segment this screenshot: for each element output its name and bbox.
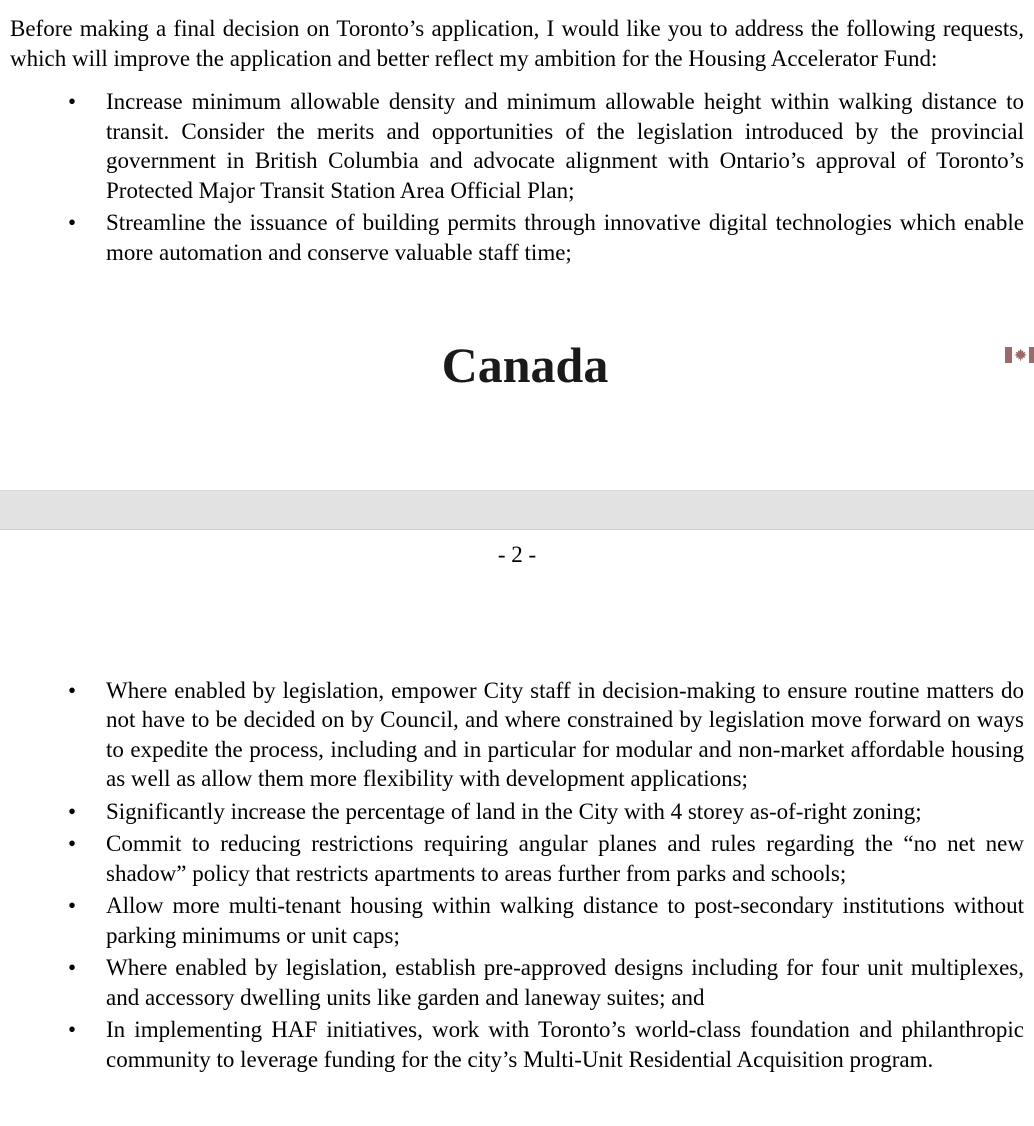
bullet-icon: • <box>68 955 77 980</box>
bullet-item-text: Where enabled by legislation, empower City staff in decision-making to ensure routine matters do not have to be decided on by Council, and where constrained by legislation move forward on ways to expedite the process, including and in particular for modular and non-market affordable housing as well as allow them more flexibility with development applications; <box>106 677 1024 791</box>
bullet-item-text: Where enabled by legislation, establish pre-approved designs including for four unit multiplexes, and accessory dwelling units like garden and laneway suites; and <box>106 955 1024 1010</box>
canada-wordmark-logo <box>0 338 1034 393</box>
bullet-item-text: In implementing HAF initiatives, work with Toronto’s world-class foundation and philanthropic community to leverage funding for the city’s Multi-Unit Residential Acquisition program. <box>106 1017 1024 1072</box>
page-separator <box>0 490 1034 530</box>
bullet-icon: • <box>68 893 77 918</box>
list-item <box>10 829 1024 888</box>
bullet-icon: • <box>68 1017 77 1042</box>
letter-page-2 <box>0 530 1034 1126</box>
bullet-item-text: Streamline the issuance of building permits through innovative digital technologies which enable more automation and conserve valuable staff time; <box>106 210 1024 265</box>
bullet-icon: • <box>68 798 77 824</box>
bullet-item-text: Significantly increase the percentage of land in the City with 4 storey as-of-right zoning; <box>106 798 922 824</box>
list-item <box>10 953 1024 1012</box>
bullet-item-text: Increase minimum allowable density and minimum allowable height within walking distance to transit. Consider the merits and opportunities of the legislation introduced by the provincial government in British Columbia and advocate alignment with Ontario’s approval of Toronto’s Protected Major Transit Station Area Official Plan; <box>106 89 1024 203</box>
list-item <box>10 208 1024 267</box>
bullet-icon: • <box>68 677 77 703</box>
page-number: - 2 - <box>497 542 537 567</box>
list-item <box>10 891 1024 950</box>
list-item <box>10 87 1024 205</box>
canada-wordmark-text: Canada <box>441 337 609 393</box>
page1-bullet-list <box>10 87 1024 267</box>
bullet-icon: • <box>68 831 77 856</box>
page2-bullet-list <box>10 676 1024 1075</box>
intro-paragraph: Before making a final decision on Toronto’s application, I would like you to address the following requests, which will improve the application and better reflect my ambition for the Housing Accelerator Fund: <box>10 16 1024 71</box>
bullet-item-text: Allow more multi-tenant housing within walking distance to post-secondary institutions without parking minimums or unit caps; <box>106 893 1024 948</box>
bullet-icon: • <box>68 210 77 235</box>
list-item <box>10 797 1024 827</box>
bullet-icon: • <box>68 89 77 114</box>
bullet-item-text: Commit to reducing restrictions requiring angular planes and rules regarding the “no net new shadow” policy that restricts apartments to areas further from parks and schools; <box>106 831 1024 886</box>
list-item <box>10 1015 1024 1074</box>
list-item <box>10 676 1024 794</box>
canada-flag-icon <box>1005 347 1034 363</box>
letter-page-1 <box>0 0 1034 490</box>
